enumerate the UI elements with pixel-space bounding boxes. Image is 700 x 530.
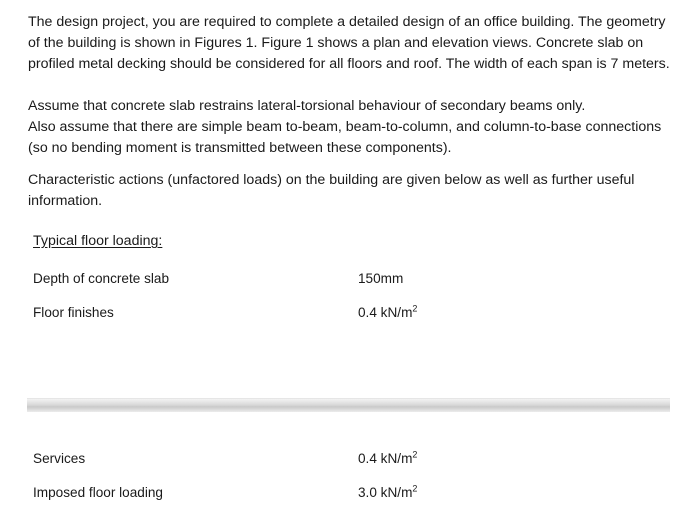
slab-depth-value: 150mm xyxy=(358,271,404,286)
unit-exponent: 2 xyxy=(412,483,418,494)
services-value: 0.4 $kN/m^2$ xyxy=(358,449,418,466)
services-label: Services xyxy=(33,451,86,466)
assumption-line-2: Also assume that there are simple beam to-beam, beam-to-column, and column-to-base connections (so no bending moment is transmitted between these components). xyxy=(28,119,662,156)
imposed-loading-label: Imposed floor loading xyxy=(33,485,163,500)
floor-finishes-label: Floor finishes xyxy=(33,305,114,320)
page-break-divider xyxy=(27,398,670,412)
unit-exponent: 2 xyxy=(412,303,418,314)
actions-paragraph: Characteristic actions (unfactored loads) on the building are given below as well as further useful information. xyxy=(28,172,635,209)
intro-paragraph: The design project, you are required to complete a detailed design of an office building. The geometry of the building is shown in Figures 1. Figure 1 shows a plan and elevation views. Concrete slab on profiled metal decking should be considered for all floors and roof. The width of each span is 7 meters. xyxy=(28,14,670,72)
floor-finishes-value: 0.4 $kN/m^2$ xyxy=(358,303,418,320)
assumption-line-1: Assume that concrete slab restrains lateral-torsional behaviour of secondary beams only. xyxy=(28,98,586,114)
imposed-loading-value: 3.0 $kN/m^2$ xyxy=(358,483,418,500)
assumptions-paragraph xyxy=(28,96,673,159)
floor-loading-heading: Typical floor loading: xyxy=(33,233,163,249)
slab-depth-label: Depth of concrete slab xyxy=(33,271,170,286)
unit-exponent: 2 xyxy=(412,449,418,460)
